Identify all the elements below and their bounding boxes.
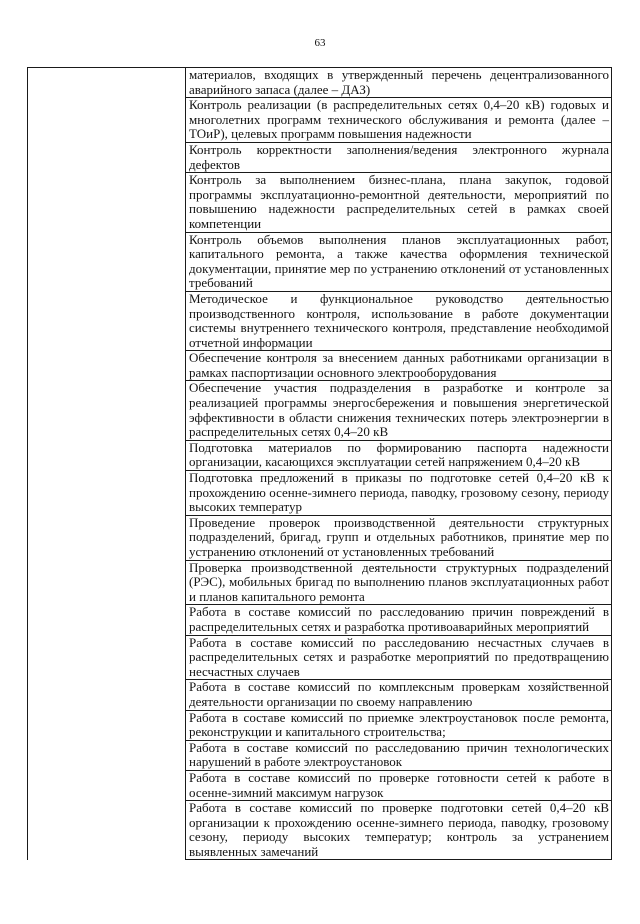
function-cell: Контроль реализации (в распределительных сетях 0,4–20 кВ) годовых и многолетних программ технического обслуживания и ремонта (далее – ТОиР), целевых программ повышения надежности bbox=[186, 98, 612, 143]
function-cell: Проверка производственной деятельности структурных подразделений (РЭС), мобильных бригад по выполнению планов эксплуатационных работ и планов капитального ремонта bbox=[186, 560, 612, 605]
function-cell: Работа в составе комиссий по приемке электроустановок после ремонта, реконструкции и капитального строительства; bbox=[186, 710, 612, 740]
function-cell: Обеспечение контроля за внесением данных работниками организации в рамках паспортизации основного электрооборудования bbox=[186, 351, 612, 381]
table-row bbox=[28, 68, 612, 98]
functions-table bbox=[27, 67, 612, 860]
function-cell: Обеспечение участия подразделения в разработке и контроле за реализацией программы энергосбережения и повышения энергетической эффективности в области снижения технических потерь электроэнергии в распределительных сетях 0,4–20 кВ bbox=[186, 381, 612, 440]
function-cell: Подготовка материалов по формированию паспорта надежности организации, касающихся эксплуатации сетей напряжением 0,4–20 кВ bbox=[186, 440, 612, 470]
function-cell: Методическое и функциональное руководство деятельностью производственного контроля, использование в работе документации системы внутреннего технического контроля, представление необходимой отчетной информации bbox=[186, 291, 612, 350]
function-cell: Проведение проверок производственной деятельности структурных подразделений, бригад, групп и отдельных работников, принятие мер по устранению отклонений от установленных требований bbox=[186, 515, 612, 560]
function-cell: Контроль объемов выполнения планов эксплуатационных работ, капитального ремонта, а также качества оформления технической документации, принятие мер по устранению отклонений от установленных требований bbox=[186, 232, 612, 291]
function-cell: Подготовка предложений в приказы по подготовке сетей 0,4–20 кВ к прохождению осенне-зимнего периода, паводку, грозовому сезону, периоду высоких температур bbox=[186, 471, 612, 516]
left-cell bbox=[28, 68, 186, 860]
function-cell: Работа в составе комиссий по проверке подготовки сетей 0,4–20 кВ организации к прохождению осенне-зимнего периода, паводку, грозовому сезону, периоду высоких температур; контроль за устранением выявленных замечаний bbox=[186, 801, 612, 860]
function-cell: Контроль корректности заполнения/ведения электронного журнала дефектов bbox=[186, 142, 612, 172]
table-body bbox=[28, 68, 612, 860]
page-number: 63 bbox=[314, 37, 326, 49]
function-cell: Работа в составе комиссий по расследованию несчастных случаев в распределительных сетях и разработке мероприятий по предотвращению несчастных случаев bbox=[186, 635, 612, 680]
function-cell: Контроль за выполнением бизнес-плана, плана закупок, годовой программы эксплуатационно-ремонтной деятельности, мероприятий по повышению надежности распределительных сетей в рамках своей компетенции bbox=[186, 173, 612, 232]
function-cell: Работа в составе комиссий по расследованию причин технологических нарушений в работе электроустановок bbox=[186, 740, 612, 770]
function-cell: Работа в составе комиссий по комплексным проверкам хозяйственной деятельности организации по своему направлению bbox=[186, 680, 612, 710]
function-cell: Работа в составе комиссий по проверке готовности сетей к работе в осенне-зимний максимум нагрузок bbox=[186, 770, 612, 800]
function-cell: Работа в составе комиссий по расследованию причин повреждений в распределительных сетях и разработка противоаварийных мероприятий bbox=[186, 605, 612, 635]
function-cell: материалов, входящих в утвержденный перечень децентрализованного аварийного запаса (далее – ДАЗ) bbox=[186, 68, 612, 98]
